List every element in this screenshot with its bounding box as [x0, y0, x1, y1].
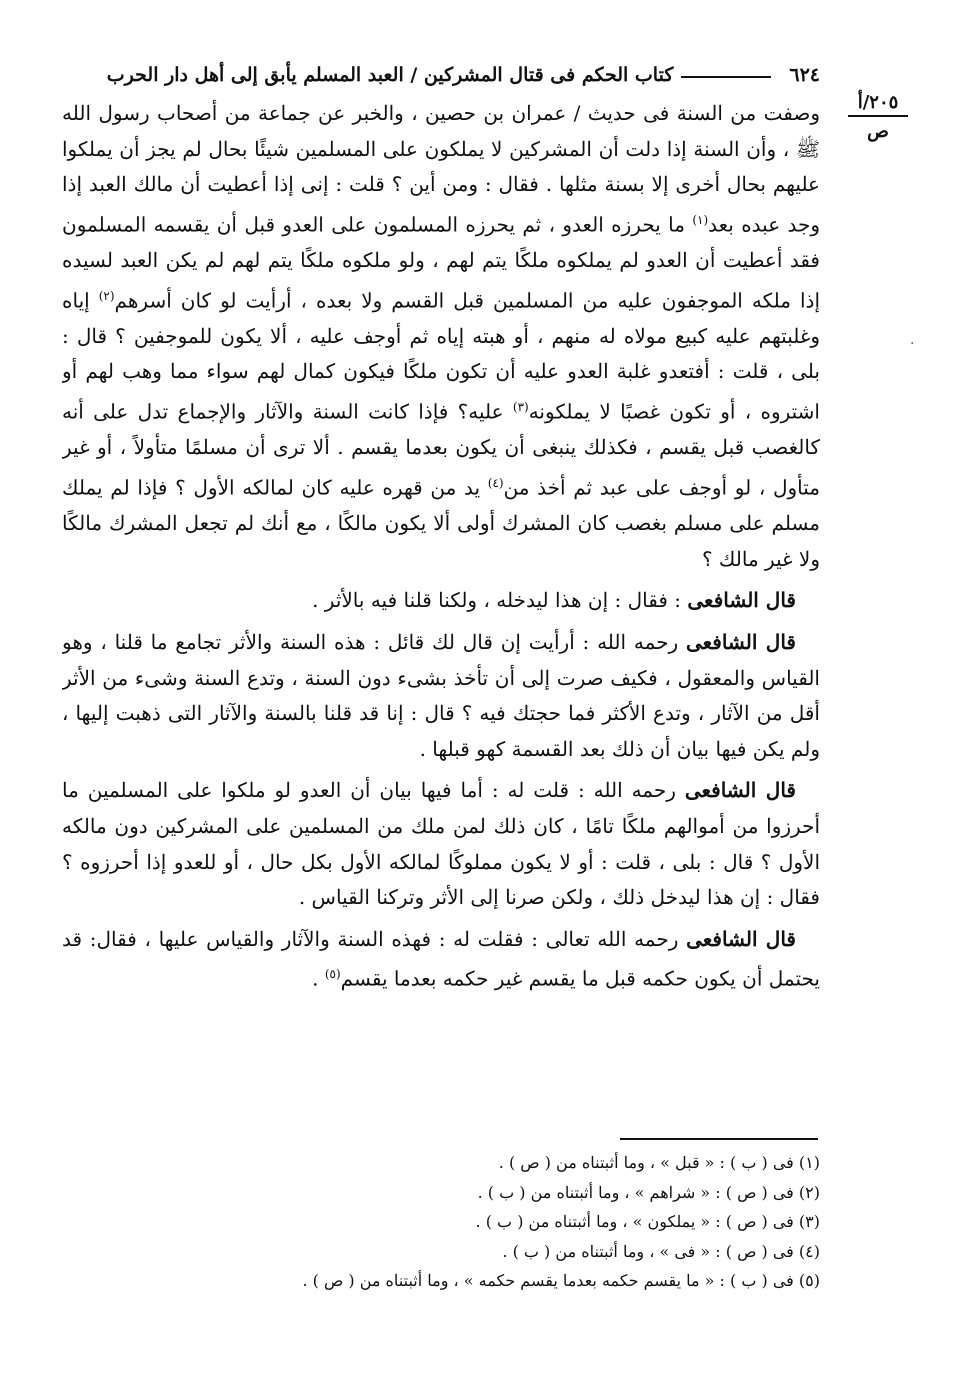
- paragraph-text: يد من قهره عليه كان لمالكه الأول ؟ فإذا لم يملك مسلم على مسلم بغصب كان المشرك أولى ألا يكون مالكًا ، مع أنك لم تجعل المشرك مالكًا ولا غير مالك ؟: [62, 475, 820, 571]
- paragraph-1: [62, 96, 820, 577]
- paragraph-4: [62, 773, 820, 915]
- footnote-ref-5[interactable]: (٥): [324, 967, 341, 982]
- manuscript-letter: ص: [867, 121, 889, 142]
- paragraph-3: [62, 625, 820, 767]
- footnote-2: (٢) فى ( ص ) : « شراهم » ، وما أثبتناه من ( ب ) .: [477, 1182, 820, 1202]
- footnote-ref-1[interactable]: (١): [692, 212, 709, 227]
- header-rule: [681, 76, 771, 78]
- paragraph-text: رحمه الله : قلت له : أما فيها بيان أن العدو لو ملكوا على المسلمين ما أحرزوا من أموالهم ملكًا تامًا ، كان ذلك لمن ملك من المسلمين على المشركين دون مالكه الأول ؟ قال : بلى ، قلت : أو لا يكون مملوكًا لمالكه الأول بكل حال ، أو للعدو إذا أحرزوه ؟ فقال : إن هذا ليدخل ذلك ، ولكن صرنا إلى الأثر وتركنا القياس .: [62, 778, 820, 910]
- paragraph-text: إياه وغلبتهم عليه كبيع مولاه له منهم ، أو هبته إياه ثم أوجف عليه ، ألا يكون للموجفين ؟ قال : بلى ، قلت : أفتعدو غلبة العدو عليه أن تكون ملكًا فيكون كمال لهم سواء مما وهب لهم أو اشتروه ، أو تكون غصبًا لا يملكونه: [62, 288, 820, 424]
- folio-number: ٢٠٥/أ: [848, 92, 908, 117]
- paragraph-text: عليه؟ فإذا كانت السنة والآثار والإجماع تدل على أنه كالغصب قبل يقسم ، فكذلك ينبغى أن يكون بعدما يقسم . ألا ترى أن مسلمًا متأولاً ، أو غير متأول ، لو أوجف على عبد ثم أخذ من: [62, 399, 820, 500]
- paragraph-text: رحمه الله : أرأيت إن قال لك قائل : هذه السنة والأثر تجامع ما قلنا ، وهو القياس والمعقول ، فكيف صرت إلى أن تأخذ بشىء دون السنة ، وتدع السنة وشىء من الأثر أقل من الآثار ، وتدع الأكثر فما حجتك فيه ؟ قال : إنا قد قلنا بالسنة والآثار التى ذهبت إليها ، ولم يكن فيها بيان أن ذلك بعد القسمة كهو قبلها .: [62, 629, 820, 761]
- running-title: كتاب الحكم فى قتال المشركين / العبد المسلم يأبق إلى أهل دار الحرب: [106, 64, 674, 86]
- paragraph-5: [62, 922, 820, 998]
- paragraph-text: ما يحرزه العدو ، ثم يحرزه المسلمون على العدو قبل أن يقسمه المسلمون فقد أعطيت أن العدو لم يملكوه ملكًا يتم لهم ، ولو ملكوه ملكًا يتم لهم لم يكن العبد لسيده إذا ملكه الموجفون عليه من المسلمين قبل القسم ولا بعده ، أرأيت لو كان أسرهم: [62, 212, 820, 313]
- footnote-3: (٣) فى ( ص ) : « يملكون » ، وما أثبتناه من ( ب ) .: [475, 1212, 820, 1231]
- footnote-separator: [620, 1138, 818, 1140]
- speaker-label: قال الشافعى: [684, 778, 796, 803]
- footnote-ref-4[interactable]: (٤): [487, 475, 504, 490]
- speaker-label: قال الشافعى: [687, 588, 796, 613]
- paragraph-text: رحمه الله تعالى : فقلت له : فهذه السنة والآثار والقياس عليها ، فقال: قد يحتمل أن يكون حكمه قبل ما يقسم غير حكمه بعدما يقسم: [62, 926, 820, 991]
- margin-note: [848, 92, 908, 142]
- margin-dot: ·: [910, 336, 915, 352]
- speaker-label: قال الشافعى: [685, 629, 796, 654]
- paragraph-2: [62, 583, 820, 619]
- speaker-label: قال الشافعى: [686, 926, 796, 951]
- paragraph-text: : فقال : إن هذا ليدخله ، ولكنا قلنا فيه بالأثر .: [312, 588, 688, 613]
- footnote-4: (٤) فى ( ص ) : « فى » ، وما أثبتناه من ( ب ) .: [502, 1241, 820, 1261]
- running-header: [60, 58, 820, 92]
- footnote-1: (١) فى ( ب ) : « قبل » ، وما أثبتناه من ( ص ) .: [498, 1153, 820, 1172]
- main-text: [62, 96, 820, 1131]
- paragraph-end: .: [312, 966, 325, 991]
- footnote-ref-2[interactable]: (٢): [98, 288, 115, 303]
- footnotes: [62, 1148, 820, 1296]
- footnote-5: (٥) فى ( ب ) : « ما يقسم حكمه بعدما يقسم حكمه » ، وما أثبتناه من ( ص ) .: [302, 1271, 820, 1290]
- page-number: ٦٢٤: [789, 64, 820, 86]
- footnote-ref-3[interactable]: (٣): [512, 400, 529, 415]
- paragraph-text: وصفت من السنة فى حديث / عمران بن حصين ، والخبر عن جماعة من أصحاب رسول الله ﷺ ، وأن السنة إذا دلت أن المشركين لا يملكون على المسلمين شيئًا بحال لم يجز أن يملكوا عليهم بحال أخرى إلا بسنة مثلها . فقال : ومن أين ؟ قلت : إنى إذا أعطيت أن مالك العبد إذا وجد عبده بعد: [62, 101, 820, 237]
